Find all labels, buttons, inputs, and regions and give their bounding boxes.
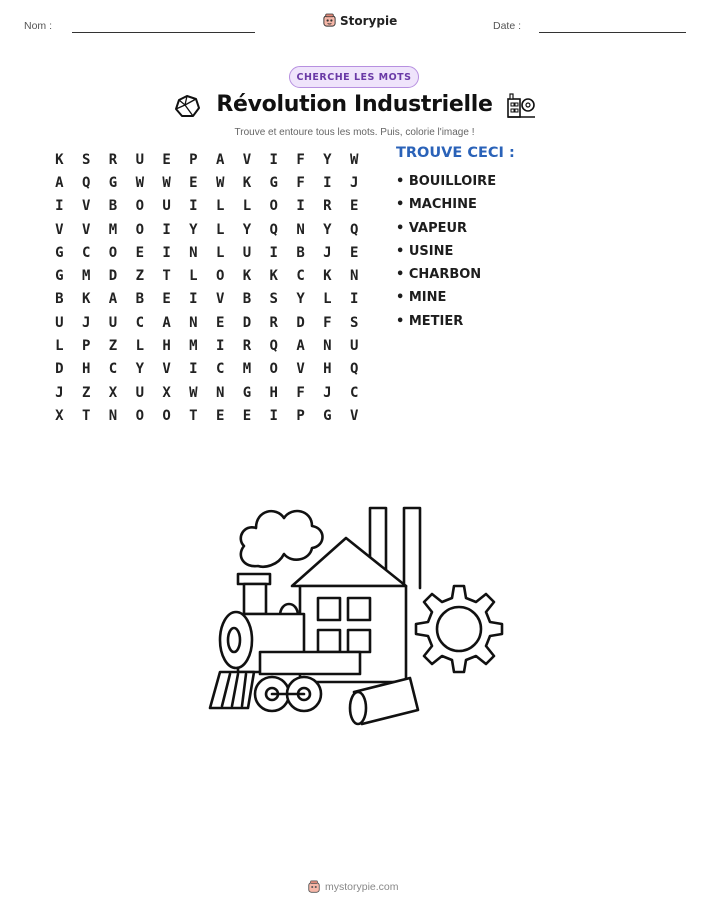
grid-letter[interactable]: A	[215, 151, 225, 168]
grid-letter[interactable]: Q	[349, 221, 359, 238]
grid-letter[interactable]: E	[135, 244, 144, 261]
grid-letter[interactable]: U	[135, 384, 144, 401]
grid-letter[interactable]: V	[81, 221, 91, 238]
grid-letter[interactable]: T	[81, 407, 91, 424]
grid-letter[interactable]: E	[215, 407, 225, 424]
grid-letter[interactable]: W	[189, 384, 198, 401]
grid-letter[interactable]: N	[215, 384, 225, 401]
grid-letter[interactable]: N	[189, 314, 198, 331]
grid-letter[interactable]: H	[269, 384, 278, 401]
storypie-logo-icon	[322, 13, 337, 28]
grid-letter[interactable]: L	[242, 198, 252, 215]
grid-letter[interactable]: M	[242, 361, 252, 378]
grid-letter[interactable]: G	[55, 268, 64, 285]
date-line[interactable]	[539, 32, 686, 33]
grid-letter[interactable]: X	[55, 407, 64, 424]
grid-letter[interactable]: K	[269, 268, 278, 285]
grid-letter[interactable]: I	[269, 151, 278, 168]
grid-letter[interactable]: K	[242, 268, 252, 285]
grid-letter[interactable]: X	[108, 384, 118, 401]
grid-letter[interactable]: D	[55, 361, 64, 378]
grid-letter[interactable]: W	[215, 174, 225, 191]
grid-letter[interactable]: B	[108, 198, 118, 215]
grid-letter[interactable]: I	[162, 244, 171, 261]
grid-letter[interactable]: B	[55, 291, 64, 308]
grid-letter[interactable]: K	[242, 174, 252, 191]
grid-letter[interactable]: R	[108, 151, 118, 168]
grid-letter[interactable]: J	[55, 384, 64, 401]
word-list	[396, 170, 496, 333]
grid-letter[interactable]: O	[162, 407, 171, 424]
grid-letter[interactable]: Q	[81, 174, 91, 191]
grid-letter[interactable]: T	[162, 268, 171, 285]
grid-letter[interactable]: M	[108, 221, 118, 238]
grid-letter[interactable]: W	[349, 151, 359, 168]
grid-letter[interactable]: C	[135, 314, 144, 331]
grid-letter[interactable]: M	[81, 268, 91, 285]
grid-letter[interactable]: A	[296, 338, 305, 355]
grid-row	[46, 218, 368, 241]
grid-letter[interactable]: I	[189, 291, 198, 308]
grid-row	[46, 288, 368, 311]
grid-letter[interactable]: R	[242, 338, 252, 355]
industrial-illustration	[200, 488, 510, 728]
grid-letter[interactable]: I	[189, 198, 198, 215]
grid-letter[interactable]: O	[108, 244, 118, 261]
word-list-item: • BOUILLOIRE	[396, 174, 497, 189]
grid-letter[interactable]: A	[108, 291, 118, 308]
grid-letter[interactable]: Q	[269, 221, 278, 238]
grid-letter[interactable]: Y	[323, 151, 332, 168]
grid-letter[interactable]: R	[269, 314, 278, 331]
grid-letter[interactable]: Z	[135, 268, 144, 285]
grid-letter[interactable]: F	[296, 151, 305, 168]
page-title: Révolution Industrielle	[216, 92, 493, 117]
grid-letter[interactable]: H	[162, 338, 171, 355]
grid-row	[46, 311, 368, 334]
grid-letter[interactable]: P	[81, 338, 91, 355]
footer	[307, 880, 399, 894]
name-label: Nom :	[24, 20, 53, 32]
grid-letter[interactable]: E	[189, 174, 198, 191]
grid-letter[interactable]: K	[55, 151, 64, 168]
grid-letter[interactable]: E	[215, 314, 225, 331]
grid-letter[interactable]: N	[349, 268, 359, 285]
grid-letter[interactable]: Y	[296, 291, 305, 308]
storypie-logo-icon	[307, 880, 321, 894]
grid-letter[interactable]: O	[135, 221, 144, 238]
grid-letter[interactable]: F	[296, 384, 305, 401]
grid-letter[interactable]: O	[135, 198, 144, 215]
grid-letter[interactable]: S	[81, 151, 91, 168]
grid-letter[interactable]: F	[323, 314, 332, 331]
grid-letter[interactable]: A	[162, 314, 171, 331]
grid-letter[interactable]: U	[135, 151, 144, 168]
word-list-item: • METIER	[396, 313, 464, 329]
grid-letter[interactable]: T	[189, 407, 198, 424]
grid-letter[interactable]: O	[215, 268, 225, 285]
grid-letter[interactable]: L	[215, 244, 225, 261]
word-list-item: • USINE	[396, 243, 454, 259]
grid-letter[interactable]: Y	[135, 361, 144, 378]
grid-letter[interactable]: L	[215, 221, 225, 238]
grid-letter[interactable]: I	[189, 361, 198, 378]
grid-letter[interactable]: U	[108, 314, 118, 331]
instructions: Trouve et entoure tous les mots. Puis, colorie l'image !	[234, 127, 475, 138]
grid-letter[interactable]: U	[55, 314, 64, 331]
grid-letter[interactable]: C	[349, 384, 359, 401]
grid-letter[interactable]: Y	[323, 221, 332, 238]
grid-letter[interactable]: I	[162, 221, 171, 238]
grid-letter[interactable]: E	[349, 198, 359, 215]
grid-letter[interactable]: L	[135, 338, 144, 355]
grid-letter[interactable]: D	[242, 314, 252, 331]
grid-letter[interactable]: C	[81, 244, 91, 261]
grid-letter[interactable]: I	[55, 198, 64, 215]
grid-letter[interactable]: J	[323, 244, 332, 261]
grid-letter[interactable]: U	[162, 198, 171, 215]
grid-letter[interactable]: A	[55, 174, 64, 191]
grid-letter[interactable]: N	[108, 407, 118, 424]
grid-letter[interactable]: S	[349, 314, 359, 331]
grid-letter[interactable]: V	[242, 151, 252, 168]
grid-letter[interactable]: Z	[108, 338, 118, 355]
grid-letter[interactable]: G	[55, 244, 64, 261]
grid-letter[interactable]: D	[296, 314, 305, 331]
grid-letter[interactable]: K	[323, 268, 332, 285]
activity-tag: CHERCHE LES MOTS	[289, 66, 419, 88]
grid-letter[interactable]: O	[135, 407, 144, 424]
grid-letter[interactable]: E	[162, 291, 171, 308]
grid-letter[interactable]: P	[189, 151, 198, 168]
grid-letter[interactable]: O	[269, 361, 278, 378]
grid-letter[interactable]: I	[269, 244, 278, 261]
grid-letter[interactable]: L	[55, 338, 64, 355]
grid-letter[interactable]: V	[55, 221, 64, 238]
grid-letter[interactable]: V	[215, 291, 225, 308]
grid-letter[interactable]: J	[323, 384, 332, 401]
grid-letter[interactable]: V	[349, 407, 359, 424]
grid-letter[interactable]: L	[323, 291, 332, 308]
grid-letter[interactable]: Y	[189, 221, 198, 238]
grid-letter[interactable]: C	[108, 361, 118, 378]
grid-letter[interactable]: G	[323, 407, 332, 424]
grid-row	[46, 264, 368, 287]
grid-letter[interactable]: I	[296, 198, 305, 215]
word-list-item: • CHARBON	[396, 267, 482, 283]
grid-letter[interactable]: W	[162, 174, 171, 191]
grid-letter[interactable]: G	[242, 384, 252, 401]
grid-letter[interactable]: I	[349, 291, 359, 308]
grid-letter[interactable]: I	[323, 174, 332, 191]
name-line[interactable]	[72, 32, 255, 33]
grid-letter[interactable]: E	[162, 151, 171, 168]
grid-letter[interactable]: R	[323, 198, 332, 215]
grid-letter[interactable]: M	[189, 338, 198, 355]
grid-letter[interactable]: J	[81, 314, 91, 331]
footer-url[interactable]: mystorypie.com	[325, 881, 399, 893]
grid-letter[interactable]: Q	[269, 338, 278, 355]
grid-letter[interactable]: V	[81, 198, 91, 215]
grid-row	[46, 358, 368, 381]
grid-row	[46, 195, 368, 218]
grid-letter[interactable]: E	[349, 244, 359, 261]
grid-row	[46, 404, 368, 427]
brand-logo	[322, 13, 397, 28]
word-list-item: • VAPEUR	[396, 220, 468, 236]
grid-letter[interactable]: I	[215, 338, 225, 355]
grid-letter[interactable]: Y	[242, 221, 252, 238]
grid-letter[interactable]: C	[296, 268, 305, 285]
grid-letter[interactable]: C	[215, 361, 225, 378]
grid-letter[interactable]: D	[108, 268, 118, 285]
grid-letter[interactable]: V	[296, 361, 305, 378]
word-search-grid[interactable]	[46, 148, 368, 428]
grid-row	[46, 241, 368, 264]
grid-letter[interactable]: H	[323, 361, 332, 378]
grid-letter[interactable]: L	[215, 198, 225, 215]
grid-letter[interactable]: W	[135, 174, 144, 191]
grid-letter[interactable]: S	[269, 291, 278, 308]
grid-row	[46, 381, 368, 404]
grid-letter[interactable]: B	[135, 291, 144, 308]
grid-letter[interactable]: E	[242, 407, 252, 424]
grid-letter[interactable]: N	[189, 244, 198, 261]
grid-row	[46, 334, 368, 357]
grid-letter[interactable]: G	[269, 174, 278, 191]
factory-icon	[505, 93, 537, 119]
grid-letter[interactable]: U	[349, 338, 359, 355]
grid-letter[interactable]: B	[242, 291, 252, 308]
grid-letter[interactable]: B	[296, 244, 305, 261]
grid-row	[46, 171, 368, 194]
grid-letter[interactable]: P	[296, 407, 305, 424]
grid-letter[interactable]: I	[269, 407, 278, 424]
grid-letter[interactable]: X	[162, 384, 171, 401]
grid-letter[interactable]: H	[81, 361, 91, 378]
word-list-heading: TROUVE CECI :	[396, 145, 515, 161]
grid-letter[interactable]: F	[296, 174, 305, 191]
grid-letter[interactable]: G	[108, 174, 118, 191]
grid-letter[interactable]: Q	[349, 361, 359, 378]
grid-letter[interactable]: O	[269, 198, 278, 215]
grid-letter[interactable]: L	[189, 268, 198, 285]
date-label: Date :	[493, 20, 522, 32]
word-list-item: • MINE	[396, 290, 447, 306]
grid-letter[interactable]: V	[162, 361, 171, 378]
grid-letter[interactable]: K	[81, 291, 91, 308]
brand-name: Storypie	[340, 13, 398, 28]
grid-letter[interactable]: N	[296, 221, 305, 238]
word-list-item: • MACHINE	[396, 197, 477, 213]
grid-letter[interactable]: Z	[81, 384, 91, 401]
grid-letter[interactable]: U	[242, 244, 252, 261]
grid-row	[46, 148, 368, 171]
grid-letter[interactable]: J	[349, 174, 359, 191]
grid-letter[interactable]: N	[323, 338, 332, 355]
